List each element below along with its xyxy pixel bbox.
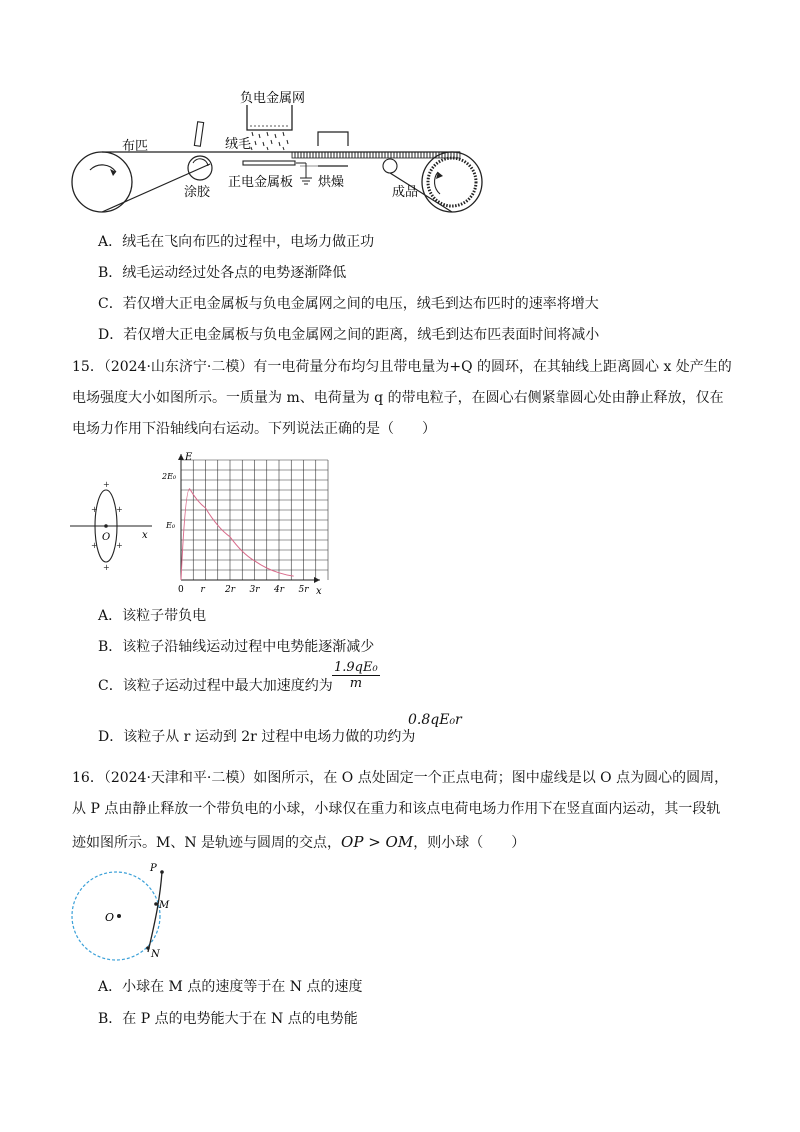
q15-option-d-expr: 0.8qE₀r: [408, 712, 462, 728]
x-tick-label: 3r: [249, 585, 260, 595]
q15-stem-line1: 15．（2024·山东济宁·二模）有一电荷量分布均匀且带电量为+Q 的圆环，在其轴线上距离圆心 x 处产生的: [72, 359, 732, 375]
q16-option-a: A．小球在 M 点的速度等于在 N 点的速度: [98, 979, 363, 995]
svg-text:x: x: [316, 586, 322, 597]
flocking-diagram: [60, 90, 510, 220]
dry-label: 烘燥: [318, 175, 345, 190]
svg-text:N: N: [151, 949, 160, 960]
svg-text:+: +: [91, 541, 98, 550]
x-tick-label: r: [200, 585, 205, 595]
q15-option-d: D．该粒子从 r 运动到 2r 过程中电场力做的功约为: [98, 729, 416, 745]
pos-plate-label: 正电金属板: [228, 175, 294, 190]
graph-grid: [181, 460, 328, 580]
fiber-label: 绒毛: [225, 137, 252, 152]
q16-stem-line3: 迹如图所示。M、N 是轨迹与圆周的交点，OP > OM，则小球（ ）: [72, 833, 526, 851]
svg-text:+: +: [116, 505, 123, 514]
q14-option-d: D．若仅增大正电金属板与负电金属网之间的距离，绒毛到达布匹表面时间将减小: [98, 327, 600, 343]
x-tick-label: 4r: [274, 585, 285, 595]
cloth-label: 布匹: [122, 139, 149, 154]
svg-text:M: M: [159, 900, 170, 911]
q15-option-c: C．该粒子运动过程中最大加速度约为: [98, 678, 333, 694]
svg-text:+: +: [103, 563, 110, 572]
ring-diagram: [66, 478, 156, 578]
q15-option-b: B．该粒子沿轴线运动过程中电势能逐渐减少: [98, 639, 375, 655]
svg-text:P: P: [150, 863, 157, 874]
svg-text:+: +: [91, 505, 98, 514]
q16-option-b: B．在 P 点的电势能大于在 N 点的电势能: [98, 1011, 358, 1027]
q16-stem-line2: 从 P 点由静止释放一个带负电的小球，小球仅在重力和该点电荷电场力作用下在竖直面内运动，其一段轨: [72, 801, 721, 817]
q15-stem-line2: 电场强度大小如图所示。一质量为 m、电荷量为 q 的带电粒子，在圆心右侧紧靠圆心处由静止释放，仅在: [72, 390, 724, 406]
svg-text:2E₀: 2E₀: [162, 472, 177, 481]
trajectory-diagram: [66, 858, 186, 968]
e-field-graph: [160, 448, 330, 598]
svg-text:0: 0: [178, 585, 184, 595]
product-label: 成品: [392, 185, 419, 200]
svg-text:x: x: [142, 530, 148, 541]
svg-text:E₀: E₀: [166, 521, 176, 530]
neg-mesh-label: 负电金属网: [240, 91, 306, 106]
svg-text:+: +: [103, 480, 110, 489]
q14-option-b: B．绒毛运动经过处各点的电势逐渐降低: [98, 265, 347, 281]
glue-label: 涂胶: [184, 185, 211, 200]
svg-text:O: O: [105, 911, 115, 924]
svg-text:O: O: [102, 532, 111, 543]
x-tick-label: 5r: [298, 585, 309, 595]
e-field-curve: [181, 489, 294, 580]
q14-option-c: C．若仅增大正电金属板与负电金属网之间的电压，绒毛到达布匹时的速率将增大: [98, 296, 599, 312]
q14-option-a: A．绒毛在飞向布匹的过程中，电场力做正功: [98, 234, 375, 250]
q15-option-a: A．该粒子带负电: [98, 608, 207, 624]
q15-option-c-fraction: $\frac{\text{1.9qE₀}}{m}$: [334, 660, 378, 691]
x-tick-label: 2r: [225, 585, 236, 595]
q15-stem-line3: 电场力作用下沿轴线向右运动。下列说法正确的是（ ）: [72, 421, 436, 437]
q16-stem-line1: 16．（2024·天津和平·二模）如图所示，在 O 点处固定一个正点电荷；图中虚线是以 O 点为圆心的圆周，: [72, 770, 729, 786]
svg-text:E: E: [185, 452, 193, 463]
svg-text:+: +: [116, 541, 123, 550]
